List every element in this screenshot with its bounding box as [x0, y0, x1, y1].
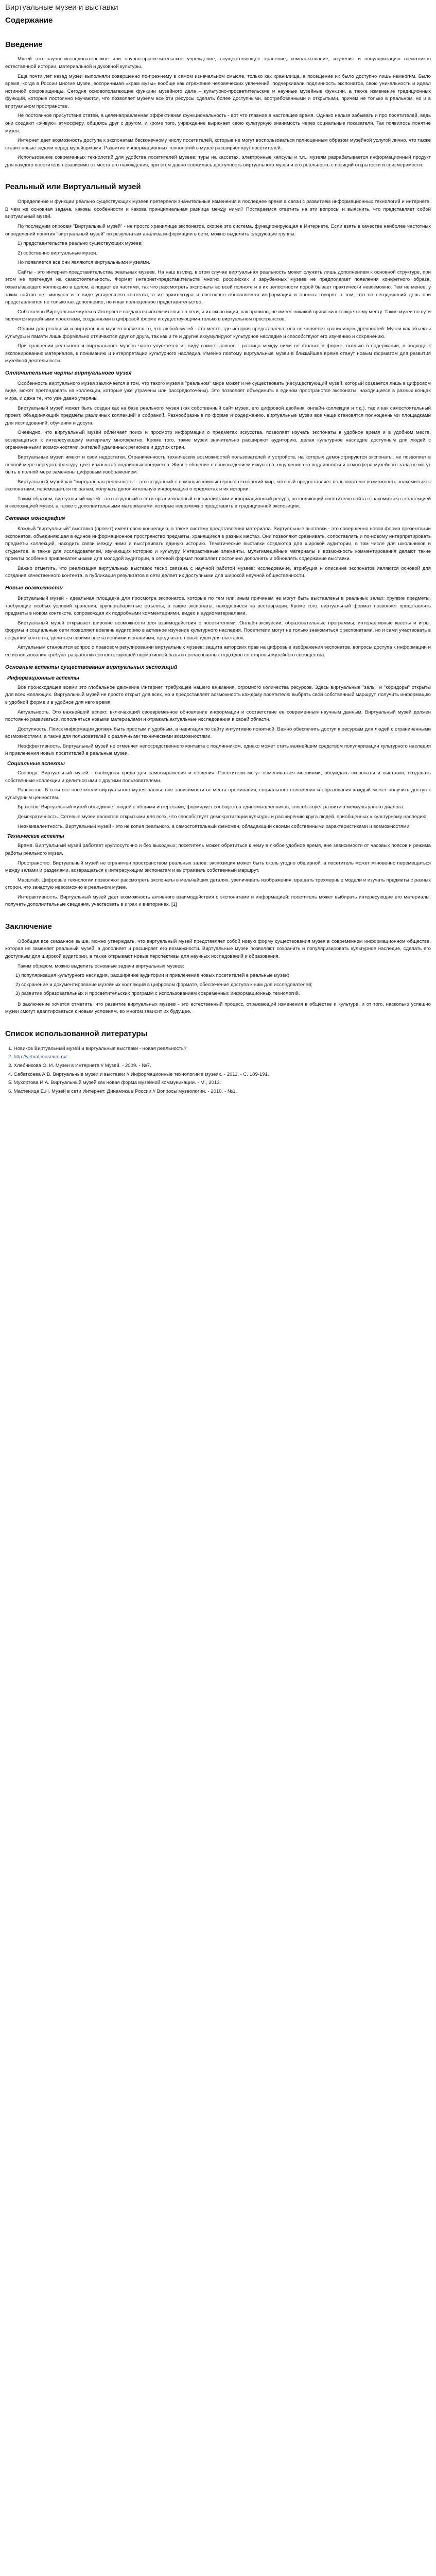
- paragraph: Особенность виртуального музея заключается в том, что такого музея в "реальном" мире может и не существовать (несуществующий музей, который создается лишь в цифровом виде, может претендовать на коллекции, которые уже утрачены или рассредоточены). Это позволяет объединить в едином пространстве экспонаты, находящиеся в разных концах мира, и даже те, что уже давно утеряны.: [5, 380, 431, 401]
- reference-item: 1. Новиков Виртуальный музей и виртуальные выставки - новая реальность?: [8, 1045, 187, 1052]
- document: [0, 0, 436, 1101]
- paragraph: 2) собственно виртуальные музеи.: [18, 250, 97, 256]
- paragraph: Масштаб. Цифровые технологии позволяют рассмотреть экспонаты в мельчайших деталях, увеличивать изображения, вращать трехмерные модели и изучать предметы с разных сторон, что зачастую невозможно в реальном музее.: [5, 877, 431, 891]
- virtual-section: [5, 198, 431, 909]
- toc-heading: Содержание: [5, 15, 53, 25]
- paragraph: По последним опросам "Виртуальный музей" - не просто хранилище экспонатов, скорее это система, функционирующая в Интернете. Если взять в качестве наиболее частотных определений понятия "виртуальный музей" по результатам анализа информации в сети, можно выделить следующие группы:: [5, 224, 431, 237]
- paragraph: Доступность. Поиск информации должен быть простым и удобным, а навигация по сайту интуитивно понятной. Важно обеспечить доступ к ресурсам для людей с ограниченными возможностями, а также для пользователей с различными техническими возможностями.: [5, 726, 431, 740]
- references-heading: Список использованной литературы: [5, 1029, 148, 1039]
- paragraph: Общим для реальных и виртуальных музеев является то, что любой музей - это место, где история представлена, она не является хранилищем древностей. Музеи как объекты культуры и памяти лишь формально отличаются друг от друга, так как и те и другие аккумулируют культурное наследие и способствуют его изучению и сохранению.: [5, 326, 431, 340]
- paragraph: Виртуальные музеи имеют и свои недостатки. Ограниченность технических возможностей пользователей и устройств, на которых демонстрируются экспонаты, не позволяет в полной мере передать фактуру, цвет и масштаб подлинных предметов. Живое общение с произведением искусства, ощущение его подлинности и атмосфера музейного зала не могут быть в полной мере заменены цифровым изображением.: [5, 454, 431, 476]
- references-list: [5, 1045, 431, 1095]
- info-heading: Информационные аспекты: [7, 675, 80, 681]
- social-heading: Социальные аспекты: [7, 760, 65, 767]
- paragraph: Каждый "виртуальный" выставка (проект) имеет свою концепцию, а также систему представления материала. Виртуальные выставки - это совершенно новая форма презентации экспонатов, объединяющая в единое информационное пространство предметы, хранящиеся в разных местах. Они позволяют сравнивать, сопоставлять и по-новому интерпретировать предметы коллекций, находить связи между ними и выстраивать единую историю. Тематические выставки создаются для широкой аудитории, в том числе для школьников и студентов, а также для исследователей, изучающих историю и культуру. Интерактивные элементы, мультимедийные материалы и возможность комментирования делают такие проекты особенно привлекательными для молодой аудитории, а сетевой формат позволяет постоянно дополнять и обновлять содержание выставки.: [5, 526, 431, 562]
- paragraph: Виртуальный музей может быть создан как на базе реального музея (как собственный сайт музея, его цифровой двойник, онлайн-коллекция и т.д.), так и как самостоятельный проект, объединяющий предметы различных коллекций и собраний. Разнообразные по форме и содержанию, виртуальные музеи все чаще становятся полноценными площадками для исследований, обучения и досуга.: [5, 405, 431, 426]
- paragraph: Определение и функции реально существующих музеев претерпели значительные изменения в последнее время в связи с развитием информационных технологий и интернета. В чем же основная задача, каковы особенности и какова принципиальная разница между ними? Постараемся ответить на эти вопросы и выяснить, что представляет собой виртуальный музей.: [5, 199, 431, 220]
- intro-section: [5, 56, 431, 169]
- list-item: 3) развитие образовательных и просветительских программ с использованием современных информационных технологий.: [15, 991, 300, 997]
- reference-item: 4. Сабаткоева А.В. Виртуальные музеи и выставки // Информационные технологии в музеях. - 2011. - С. 189-191.: [8, 1071, 269, 1077]
- paragraph: Важно отметить, что реализация виртуальных выставок тесно связана с научной работой музеев: исследование, атрибуция и описание экспонатов являются основой для создания качественного контента, а публикация результатов в сети делает их доступными для широкой научной общественности.: [5, 565, 431, 579]
- paragraph: В заключение хочется отметить, что развитие виртуальных музеев - это естественный процесс, отражающий изменения в обществе и культуре, и от того, насколько успешно музеи смогут адаптироваться к новым условиям, во многом зависит их будущее.: [5, 1001, 431, 1015]
- paragraph: Виртуальный музей - идеальная площадка для просмотра экспонатов, которые по тем или иным причинам не могут быть выставлены в реальных залах: хрупкие предметы, требующие особых условий хранения, крупногабаритные объекты, а также экспонаты, находящиеся на реставрации. Кроме того, виртуальный формат позволяет представлять предметы в новом контексте, сопровождая их подробными комментариями, видео и аудиоматериалами.: [5, 596, 431, 617]
- paragraph: Демократичность. Сетевые музеи являются открытыми для всех, что способствует демократизации культуры и расширению круга людей, приобщенных к культурному наследию.: [18, 814, 428, 820]
- paragraph: Собственно Виртуальные музеи в Интернете создаются исключительно в сети, и их экспозиция, как правило, не имеет никакой привязки к конкретному месту. Такие музеи по сути являются музейными проектами, созданными в цифровой форме и существующими только в виртуальном пространстве.: [5, 309, 431, 323]
- paragraph: Равенство. В сети все посетители виртуального музея равны: вне зависимости от места проживания, социального положения и образования каждый может получить доступ к культурным ценностям.: [5, 787, 431, 801]
- paragraph: Таким образом, можно выделить основные задачи виртуальных музеев:: [18, 963, 184, 969]
- conclusion-section: [5, 938, 431, 1016]
- paragraph: Очевидно, что виртуальный музей облегчает поиск и просмотр информации о предметах искусства, позволяет изучать экспонаты в удобное время и в удобном месте, возвращаться к интересующему материалу многократно. Кроме того, такие музеи значительно расширяют аудиторию, делая культурное наследие доступным для людей с ограниченными возможностями, жителей удаленных регионов и других стран.: [5, 430, 431, 451]
- paragraph: Братство. Виртуальный музей объединяет людей с общими интересами, формирует сообщества единомышленников, способствует развитию межкультурного диалога.: [18, 804, 405, 810]
- list-item: 1) популяризация культурного наследия, расширение аудитории и привлечение новых посетителей в реальные музеи;: [15, 973, 289, 979]
- paragraph: Всё происходящее всеми это глобальное движение Интернет, требующее нашего внимания, огромного количества ресурсов. Здесь виртуальные "залы" и "коридоры" открыты для всех желающих. Виртуальный музей не просто открыт для всех, но и предоставляет возможность каждому посетителю выбрать свой собственный маршрут, получить информацию в удобной форме и в удобное для него время.: [5, 684, 431, 705]
- paragraph: Неэффективность. Виртуальный музей не отменяет непосредственного контакта с подлинником, однако может стать важнейшим средством популяризации культурного наследия и привлечения новых посетителей в реальные музеи.: [5, 743, 431, 757]
- paragraph: Не постоянное присутствие статей, а целенаправленная эффективная функциональность - вот что главное в настоящее время. Однако нельзя забывать и про посетителей, ведь они создают «живую» атмосферу, общаясь друг с другом, и кроме того, учреждение выражает свою культурную значимость через социальные показатели. Так появилось понятие музея.: [5, 113, 431, 134]
- network-heading: Сетевая монография: [5, 515, 65, 522]
- paragraph: Свобода. Виртуальный музей - свободная среда для самовыражения и общения. Посетители могут обмениваться мнениями, обсуждать экспонаты и выставки, создавать собственные коллекции и делиться ими с другими пользователями.: [5, 770, 431, 784]
- reference-link[interactable]: 2. http://virtual.museum.ru/: [8, 1054, 67, 1060]
- intro-heading: Введение: [5, 40, 43, 49]
- virtual-heading: Реальный или Виртуальный музей: [5, 182, 141, 192]
- conclusion-heading: Заключение: [5, 922, 52, 931]
- paragraph: Неэквивалентность. Виртуальный музей - это не копия реального, а самостоятельный феномен, обладающий своими собственными характеристиками и возможностями.: [18, 823, 411, 829]
- paragraph: Но появляется все они являются виртуальными музеями.: [18, 260, 150, 266]
- paragraph: Актуальным становится вопрос о правовом регулировании виртуальных музеев: защита авторских прав на цифровые изображения экспонатов, вопросы доступа к информации и ее использования требуют разработки соответствующей нормативной базы и согласованных подходов со стороны музейного сообщества.: [5, 645, 431, 658]
- tech-heading: Технические аспекты: [7, 834, 64, 840]
- conclusion-points: [5, 972, 431, 998]
- distinct-heading: Отличительные черты виртуального музея: [5, 369, 132, 376]
- paragraph: Виртуальный музей как "виртуальная реальность" - это созданный с помощью компьютерных технологий мир, который предоставляет пользователю возможность знакомиться с экспонатами, перемещаться по залам, получать дополнительную информацию о предметах и их истории.: [5, 479, 431, 493]
- paragraph: 1) представительства реально существующих музеев;: [18, 241, 143, 247]
- paragraph: Сайты - это интернет-представительства реальных музеев. На наш взгляд, в этом случае виртуальная реальность может служить лишь дополнением к основной структуре, при этом не претендуя на самостоятельность. Формат интернет-представительств многих российских и зарубежных музеев не предполагает появления конкретного образа, охватывающего коллекцию в целом, а подает ее частями, так что рассмотреть экспонаты во всей полноте и в их целостности порой бывает практически невозможно. Тем не менее, у таких сайтов нет минусов и в виде устаревшего контента, а их архитектура и постоянно обновляемая информация и анонсы говорят о том, что на сегодняшний день они представляются не только как дополнение, но и как полноценное представительство.: [5, 269, 431, 306]
- paragraph: Музей это научно-исследовательское или научно-просветительское учреждение, осуществляющее хранение, комплектование, изучение и популяризацию памятников естественной истории, материальной и духовной культуры.: [5, 56, 431, 70]
- reference-item: 6. Мастеница Е.Н. Музей в сети Интернет: Динамика в России // Вопросы музеологии. - 2010. - №1.: [8, 1088, 237, 1094]
- reference-item: 5. Мухортова И.А. Виртуальный музей как новая форма музейной коммуникации. - М., 2013.: [8, 1080, 221, 1086]
- paragraph: Интерактивность. Виртуальный музей дает возможность активного взаимодействия с экспонатами и информацией: посетитель может выбирать интересующие его материалы, получать дополнительные сведения, участвовать в играх и викторинах. [1]: [5, 894, 431, 908]
- list-item: 2) сохранение и документирование музейных коллекций в цифровом формате, обеспечение доступа к ним для исследователей;: [15, 981, 312, 988]
- paragraph: Обобщая все сказанное выше, можно утверждать, что виртуальный музей представляет собой новую форму существования музея в современном информационном обществе, которая не заменяет реальный музей, а дополняет и расширяет его возможности. Виртуальные музеи позволяют сохранить и популяризировать культурное наследие, сделать его доступным для широкой аудитории, а также открывают новые перспективы для научных исследований и образования.: [5, 938, 431, 959]
- paragraph: Интернет дает возможность доступа к экспонатам бесконечному числу посетителей, которые не могут воспользоваться полноценным образом музейной услугой лично, что также ставит новые задачи перед музейщиками. Развитие информационных технологий в музее расширяет круг посетителей.: [5, 138, 431, 151]
- aspects-heading: Основные аспекты существования виртуальных экспозиций: [5, 664, 178, 670]
- paragraph: Использование современных технологий для удобства посетителей музеев: туры на кассетах, электронные капсулы и т.п., музеям разрабатывается информационный продукт для каждого посетителя независимо от места его нахождения, при этом давно сложилась доступность виртуального музея и его реальность с позиций открытости и соизмеримости.: [5, 155, 431, 168]
- paragraph: Виртуальный музей открывает широкие возможности для взаимодействия с посетителями. Онлайн-экскурсии, образовательные программы, интерактивные квесты и игры, форумы и социальные сети позволяют вовлечь аудиторию в активное изучение культурного наследия. Посетители могут не только знакомиться с экспонатами, но и сами участвовать в создании контента, делиться своими впечатлениями и знаниями, предлагать новые идеи для выставок.: [5, 620, 431, 641]
- paragraph: Время. Виртуальный музей работает круглосуточно и без выходных; посетитель может обратиться к нему в любое удобное время, вне зависимости от часовых поясов и режима работы реального музея.: [5, 843, 431, 856]
- paragraph: Таким образом, виртуальный музей - это созданный в сети организованный специалистами информационный ресурс, позволяющий посетителю сайта ознакомиться с коллекцией и экспозицией музея, а также с дополнительными материалами, которые невозможно представить в традиционной экспозиции.: [5, 496, 431, 510]
- reference-item: 3. Хлебникова О. И. Музеи в Интернете // Музей. - 2009. - №7.: [8, 1062, 151, 1069]
- newpos-heading: Новые возможности: [5, 585, 63, 591]
- paragraph: Актуальность. Это важнейший аспект, включающий своевременное обновление информации и соответствие ее современным научным данным. Виртуальный музей должен постоянно развиваться, пополняться новыми материалами и отражать актуальные исследования в своей области.: [5, 709, 431, 723]
- paragraph: Пространство. Виртуальный музей не ограничен пространством реальных залов: экспозиция может быть сколь угодно обширной, а посетитель может мгновенно перемещаться между залами и разделами, возвращаться к интересующим экспонатам и выстраивать собственный маршрут.: [5, 860, 431, 874]
- paragraph: При сравнении реального и виртуального музеев часто упускается из виду самое главное - разница между ними не столько в форме, сколько в содержании, в подходе к экспонированию материалов, к пониманию и интерпретации культурного наследия. Именно поэтому виртуальные музеи в ближайшее время станут новым форматом для развития музейной деятельности.: [5, 343, 431, 364]
- document-title: Виртуальные музеи и выставки: [5, 3, 118, 12]
- paragraph: Еще почти лет назад музеи выполняли совершенно по-прежнему в самом изначальном смысле, только как хранилища, а посещение их было доступно лишь немногим. Было время, когда в России многие музеи, воспринимая «храм музы» вообще как отражение человеческих увлечений, подчеркивали подлинность экспонатов, свою уникальность и идеал истинной сокровищницы. Сегодня основополагающие функции музейного дела – культурно-просветительские и научные музейные функции, а также изменение традиционных функций, которые постоянно изучаются, что позволяет музеям все эти ресурсы сделать более доступными, востребованными и открытыми, причем не только в реальном, но и в виртуальном пространстве.: [5, 73, 431, 109]
- reference-item[interactable]: [8, 1054, 431, 1061]
